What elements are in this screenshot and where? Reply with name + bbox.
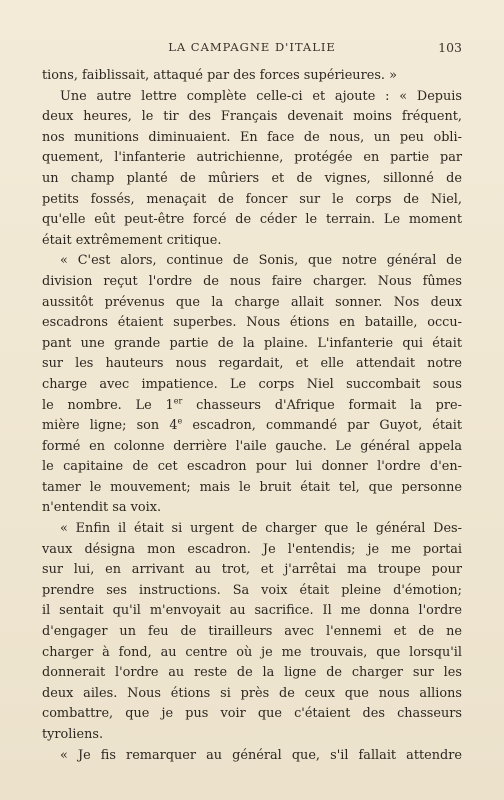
text-line: aussitôt prévenus que la charge allait sonner. Nos deux xyxy=(42,294,462,310)
text-line: « C'est alors, continue de Sonis, que notre général de xyxy=(60,253,462,269)
text-line: charge avec impatience. Le corps Niel succombait sous xyxy=(42,376,462,392)
text-line: « Enfin il était si urgent de charger que le général Des- xyxy=(60,521,462,537)
text-line-superscript: le nombre. Le 1er chasseurs d'Afrique formait la pre- xyxy=(42,396,462,413)
text-line: prendre ses instructions. Sa voix était pleine d'émotion; xyxy=(42,582,462,598)
text-line: d'engager un feu de tirailleurs avec l'ennemi et de ne xyxy=(42,624,462,640)
text-line: quement, l'infanterie autrichienne, protégée en partie par xyxy=(42,150,462,166)
text-line: n'entendit sa voix. xyxy=(42,500,162,516)
page-header xyxy=(42,40,462,58)
text-line: un champ planté de mûriers et de vignes, sillonné de xyxy=(42,170,462,186)
body-text xyxy=(42,66,462,766)
text-line: combattre, que je pus voir que c'étaient des chasseurs xyxy=(42,706,462,722)
text-line: « Je fis remarquer au général que, s'il fallait attendre xyxy=(60,747,462,763)
text-line: il sentait qu'il m'envoyait au sacrifice. Il me donna l'ordre xyxy=(42,603,462,619)
text-line: pant une grande partie de la plaine. L'infanterie qui était xyxy=(42,335,462,351)
text-line: Une autre lettre complète celle-ci et ajoute : « Depuis xyxy=(60,88,462,104)
text-line: formé en colonne derrière l'aile gauche. Le général appela xyxy=(42,438,462,454)
text-line: deux ailes. Nous étions si près de ceux que nous allions xyxy=(42,685,462,701)
text-line: petits fossés, menaçait de foncer sur le corps de Niel, xyxy=(42,191,462,207)
text-line: le capitaine de cet escadron pour lui donner l'ordre d'en- xyxy=(42,459,462,475)
text-line: division reçut l'ordre de nous faire charger. Nous fûmes xyxy=(42,273,462,289)
running-title: LA CAMPAGNE D'ITALIE xyxy=(168,40,336,54)
ordinal-superscript: er xyxy=(173,396,183,406)
text-line-superscript: mière ligne; son 4e escadron, commandé par Guyot, était xyxy=(42,416,462,434)
text-line: charger à fond, au centre où je me trouvais, que lorsqu'il xyxy=(42,644,462,660)
text-line: sur lui, en arrivant au trot, et j'arrêtai ma troupe pour xyxy=(42,562,462,578)
text-line: tamer le mouvement; mais le bruit était tel, que personne xyxy=(42,479,462,495)
text-line: donnerait l'ordre au reste de la ligne de charger sur les xyxy=(42,665,462,681)
text-line: sur les hauteurs nous regardait, et elle attendait notre xyxy=(42,356,462,372)
text-line: deux heures, le tir des Français devenait moins fréquent, xyxy=(42,109,462,125)
text-line: vaux désigna mon escadron. Je l'entendis; je me portai xyxy=(42,541,462,557)
ordinal-superscript: e xyxy=(177,416,183,426)
text-line: nos munitions diminuaient. En face de nous, un peu obli- xyxy=(42,129,462,145)
text-line: tions, faiblissait, attaqué par des forces supérieures. » xyxy=(42,68,397,83)
page-number: 103 xyxy=(438,40,462,55)
text-line: qu'elle eût peut-être forcé de céder le terrain. Le moment xyxy=(42,212,462,228)
text-line: tyroliens. xyxy=(42,727,104,742)
text-line: était extrêmement critique. xyxy=(42,232,222,248)
text-line: escadrons étaient superbes. Nous étions en bataille, occu- xyxy=(42,315,462,331)
